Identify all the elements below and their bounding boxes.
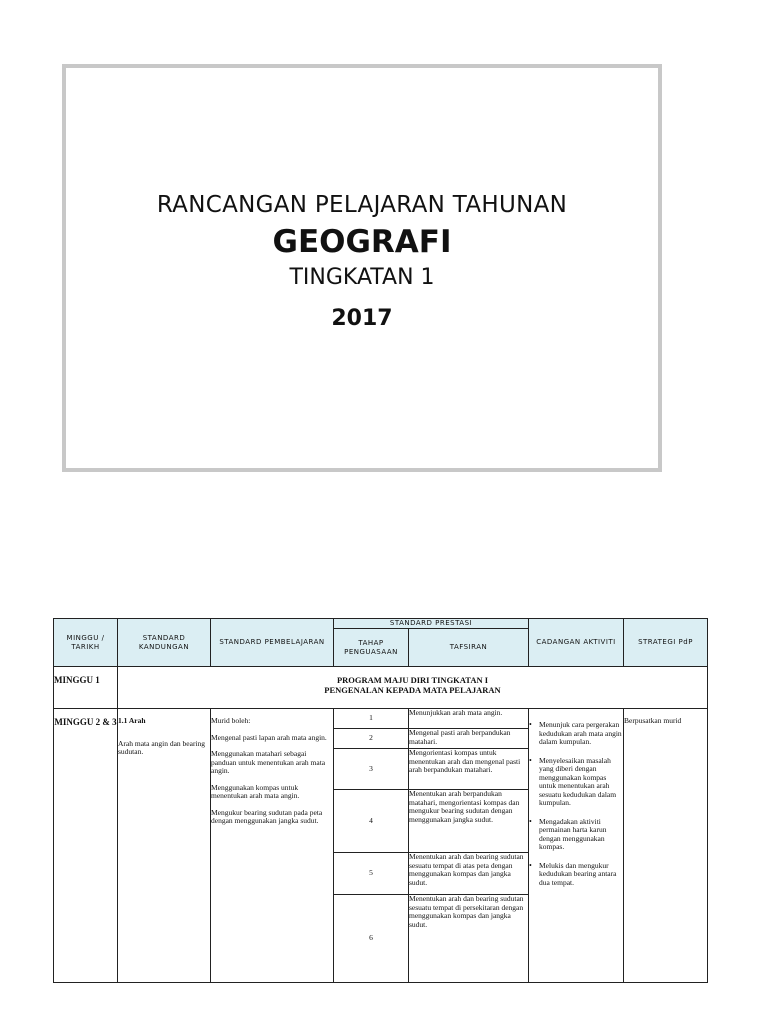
tahap-4: 4 xyxy=(334,790,409,853)
cadangan-item xyxy=(529,862,623,888)
cadangan-text: Mengadakan aktiviti permainan harta karun dengan menggunakan kompas. xyxy=(539,816,607,851)
cover-subject: GEOGRAFI xyxy=(272,224,452,260)
cadangan-text: Menunjuk cara pergerakan kedudukan arah mata angin dalam kumpulan. xyxy=(539,720,622,746)
bullet-icon: • xyxy=(529,720,532,729)
cadangan-item xyxy=(529,818,623,852)
sp-item: Mengukur bearing sudutan pada peta dengan menggunakan jangka sudut. xyxy=(211,807,323,825)
lesson-plan-table xyxy=(53,618,708,983)
cover-form: TINGKATAN 1 xyxy=(289,265,435,290)
header-standard-kandungan: STANDARD KANDUNGAN xyxy=(118,619,211,667)
sp-item: Menggunakan kompas untuk menentukan arah mata angin. xyxy=(211,782,300,800)
bullet-icon: • xyxy=(529,755,532,765)
minggu-1-cell: MINGGU 1 xyxy=(54,667,118,709)
tafsiran-3: Mengorientasi kompas untuk menentukan arah dan mengenal pasti arah berpandukan matahari. xyxy=(409,749,529,790)
tafsiran-5: Menentukan arah dan bearing sudutan sesuatu tempat di atas peta dengan menggunakan kompas dan jangka sudut. xyxy=(409,853,529,895)
sp-item: Mengenal pasti lapan arah mata angin. xyxy=(211,732,327,742)
tafsiran-2: Mengenal pasti arah berpandukan matahari. xyxy=(409,729,529,749)
header-standard-pembelajaran: STANDARD PEMBELAJARAN xyxy=(211,619,334,667)
standard-pembelajaran-cell xyxy=(211,709,334,983)
tafsiran-6: Menentukan arah dan bearing sudutan sesuatu tempat di persekitaran dengan menggunakan kompas dan jangka sudut. xyxy=(409,895,529,983)
tafsiran-1: Menunjukkan arah mata angin. xyxy=(409,709,529,729)
tahap-1: 1 xyxy=(334,709,409,729)
program-subtitle: PENGENALAN KEPADA MATA PELAJARAN xyxy=(324,685,501,695)
strategi-cell: Berpusatkan murid xyxy=(624,709,708,983)
cadangan-text: Menyelesaikan masalah yang diberi dengan menggunakan kompas untuk menentukan arah sesuatu kedudukan dalam kumpulan. xyxy=(539,755,617,807)
program-title: PROGRAM MAJU DIRI TINGKATAN I xyxy=(336,675,489,685)
sp-item: Menggunakan matahari sebagai panduan untuk menentukan arah mata angin. xyxy=(211,749,326,775)
cadangan-aktiviti-cell xyxy=(529,709,624,983)
minggu-2-3-cell xyxy=(54,709,118,983)
tahap-3: 3 xyxy=(334,749,409,790)
cadangan-item xyxy=(529,757,623,808)
sk-title: 1.1 Arah xyxy=(118,716,146,725)
bullet-icon: • xyxy=(529,860,532,870)
cadangan-item xyxy=(529,721,623,747)
sp-intro: Murid boleh: xyxy=(211,716,251,725)
sk-text: Arah mata angin dan bearing sudutan. xyxy=(118,738,206,756)
cover-title: RANCANGAN PELAJARAN TAHUNAN xyxy=(156,192,568,218)
header-strategi-pdp: STRATEGI PdP xyxy=(624,619,708,667)
header-tafsiran: TAFSIRAN xyxy=(409,629,529,667)
cadangan-text: Melukis dan mengukur kedudukan bearing antara dua tempat. xyxy=(539,860,617,887)
standard-kandungan-cell xyxy=(118,709,211,983)
header-minggu: MINGGU / TARIKH xyxy=(54,619,118,667)
tafsiran-4: Menentukan arah berpandukan matahari, mengorientasi kompas dan mengukur bearing sudutan dengan menggunakan jangka sudut. xyxy=(409,790,529,853)
tahap-2: 2 xyxy=(334,729,409,749)
header-standard-prestasi: STANDARD PRESTASI xyxy=(334,619,529,629)
cover-frame xyxy=(62,64,662,472)
tahap-5: 5 xyxy=(334,853,409,895)
header-tahap-penguasaan: TAHAP PENGUASAAN xyxy=(334,629,409,667)
header-cadangan-aktiviti: CADANGAN AKTIVITI xyxy=(529,619,624,667)
tahap-6: 6 xyxy=(334,895,409,983)
minggu-2-3-label: MINGGU 2 & 3 xyxy=(54,717,117,727)
program-cell xyxy=(118,667,708,709)
cover-year: 2017 xyxy=(331,306,393,331)
bullet-icon: • xyxy=(529,816,532,826)
